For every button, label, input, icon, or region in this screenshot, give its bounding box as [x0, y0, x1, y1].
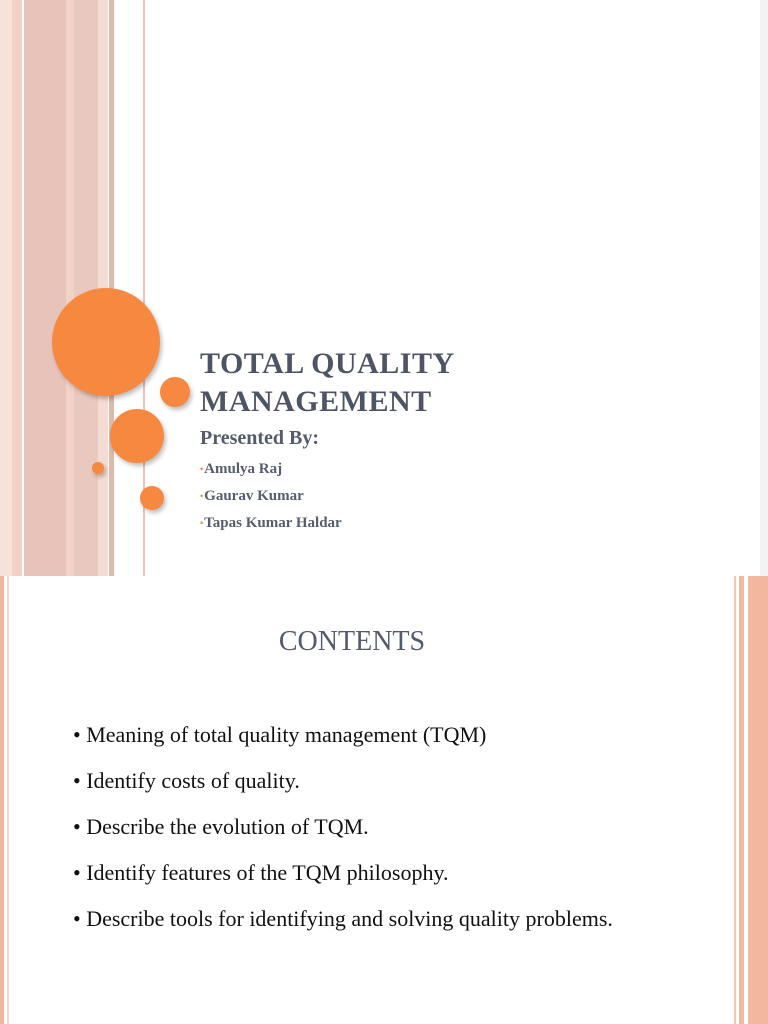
author-name: Gaurav Kumar — [204, 488, 304, 504]
stripe — [12, 0, 22, 576]
title-line: TOTAL QUALITY — [200, 347, 455, 380]
presented-by-label: Presented By: — [200, 427, 320, 449]
decorative-circle — [52, 288, 160, 396]
slide-title — [200, 345, 720, 421]
contents-heading: CONTENTS — [278, 626, 426, 657]
stripe — [74, 0, 98, 576]
bullet-icon: • — [200, 491, 204, 501]
decorative-circle — [140, 486, 164, 510]
bullet-icon: • — [200, 464, 204, 474]
decorative-circle — [110, 409, 164, 463]
decorative-circle — [160, 377, 190, 407]
stripe — [0, 0, 12, 576]
decorative-circle — [92, 462, 104, 474]
title-line: MANAGEMENT — [200, 385, 432, 418]
author-item — [200, 513, 342, 540]
list-item: • Describe tools for identifying and solving quality problems. — [73, 906, 613, 931]
author-name: Tapas Kumar Haldar — [204, 515, 342, 531]
stripe — [66, 0, 74, 576]
contents-list — [73, 712, 633, 942]
stripe — [24, 0, 66, 576]
author-item — [200, 459, 342, 486]
author-list — [200, 459, 342, 540]
stripe — [748, 576, 768, 1024]
list-item: • Identify features of the TQM philosophy. — [73, 860, 449, 885]
list-item: • Meaning of total quality management (TQM) — [73, 722, 487, 747]
list-item: • Identify costs of quality. — [73, 768, 300, 793]
bullet-icon: • — [200, 518, 204, 528]
stripe — [739, 576, 744, 1024]
author-name: Amulya Raj — [204, 461, 283, 477]
list-item: • Describe the evolution of TQM. — [73, 814, 369, 839]
stripe — [734, 576, 736, 1024]
slide-edge — [760, 0, 768, 576]
author-item — [200, 486, 342, 513]
